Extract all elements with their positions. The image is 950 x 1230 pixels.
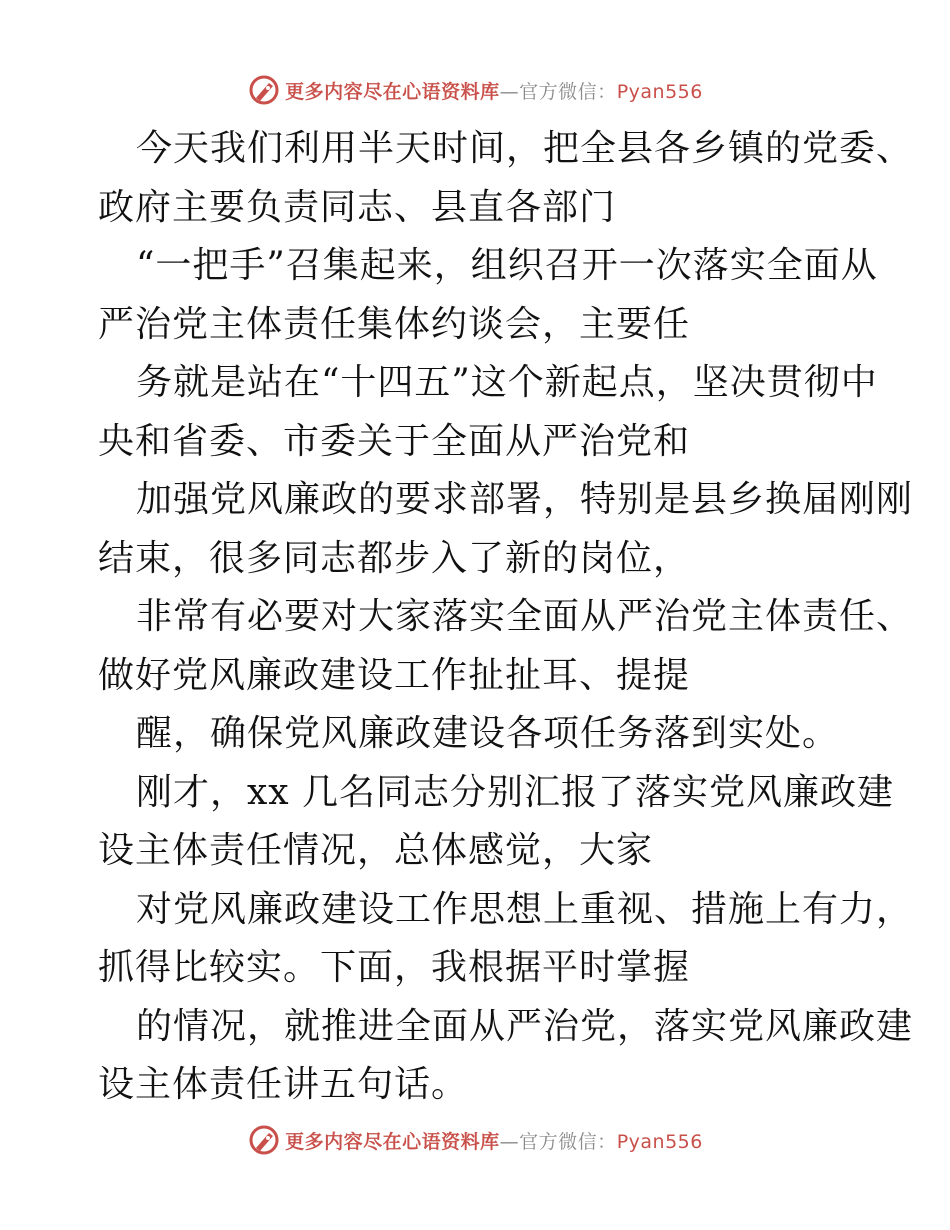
paragraph [98, 120, 914, 237]
watermark-dash: — [499, 80, 520, 103]
paragraph-line: 加强党风廉政的要求部署，特别是县乡换届刚刚 [136, 479, 914, 520]
paragraph-line: 务就是站在“十四五”这个新起点，坚决贯彻中 [136, 362, 878, 403]
paragraph [98, 588, 914, 705]
watermark-text [285, 1127, 703, 1154]
paragraph-line: 的情况，就推进全面从严治党，落实党风廉政建 [136, 1005, 914, 1047]
paragraph-line: 设主体责任讲五句话。 [98, 1064, 469, 1105]
paragraph [98, 471, 914, 588]
paragraph-line: 做好党风廉政建设工作扯扯耳、提提 [98, 654, 691, 696]
pen-nib-circle-logo-icon [247, 73, 281, 107]
paragraph-line: 政府主要负责同志、县直各部门 [98, 186, 617, 228]
paragraph-line: 结束，很多同志都步入了新的岗位， [98, 537, 691, 579]
document-body [98, 120, 914, 1115]
watermark-id: Pyan556 [616, 1130, 703, 1153]
watermark-label: 官方微信： [519, 1130, 617, 1153]
footer-watermark [0, 1122, 950, 1158]
watermark-site: 更多内容尽在心语资料库 [285, 1130, 500, 1153]
pen-nib-circle-logo-icon [247, 1123, 281, 1157]
paragraph-line: 醒，确保党风廉政建设各项任务落到实处。 [136, 713, 840, 754]
paragraph-line: 刚才，xx 几名同志分别汇报了落实党风廉政建 [136, 771, 895, 813]
paragraph-line: 今天我们利用半天时间，把全县各乡镇的党委、 [136, 128, 914, 169]
paragraph [98, 764, 895, 881]
paragraph [98, 237, 878, 354]
watermark-dash: — [499, 1130, 520, 1153]
watermark-text [285, 77, 703, 104]
paragraph [98, 354, 878, 471]
paragraph-line: 严治党主体责任集体约谈会，主要任 [98, 303, 691, 345]
paragraph-line: 对党风廉政建设工作思想上重视、措施上有力， [136, 888, 914, 930]
paragraph-line: 央和省委、市委关于全面从严治党和 [98, 420, 691, 462]
paragraph [98, 998, 914, 1115]
paragraph-line: “一把手”召集起来，组织召开一次落实全面从 [136, 245, 878, 286]
paragraph-line: 设主体责任情况，总体感觉，大家 [98, 830, 654, 871]
paragraph-line: 非常有必要对大家落实全面从严治党主体责任、 [136, 596, 914, 637]
paragraph-line: 抓得比较实。下面，我根据平时掌握 [98, 947, 691, 988]
watermark-site: 更多内容尽在心语资料库 [285, 80, 500, 103]
paragraph [98, 881, 914, 998]
watermark-id: Pyan556 [616, 80, 703, 103]
watermark-label: 官方微信： [519, 80, 617, 103]
header-watermark [0, 72, 950, 108]
paragraph [98, 705, 858, 764]
